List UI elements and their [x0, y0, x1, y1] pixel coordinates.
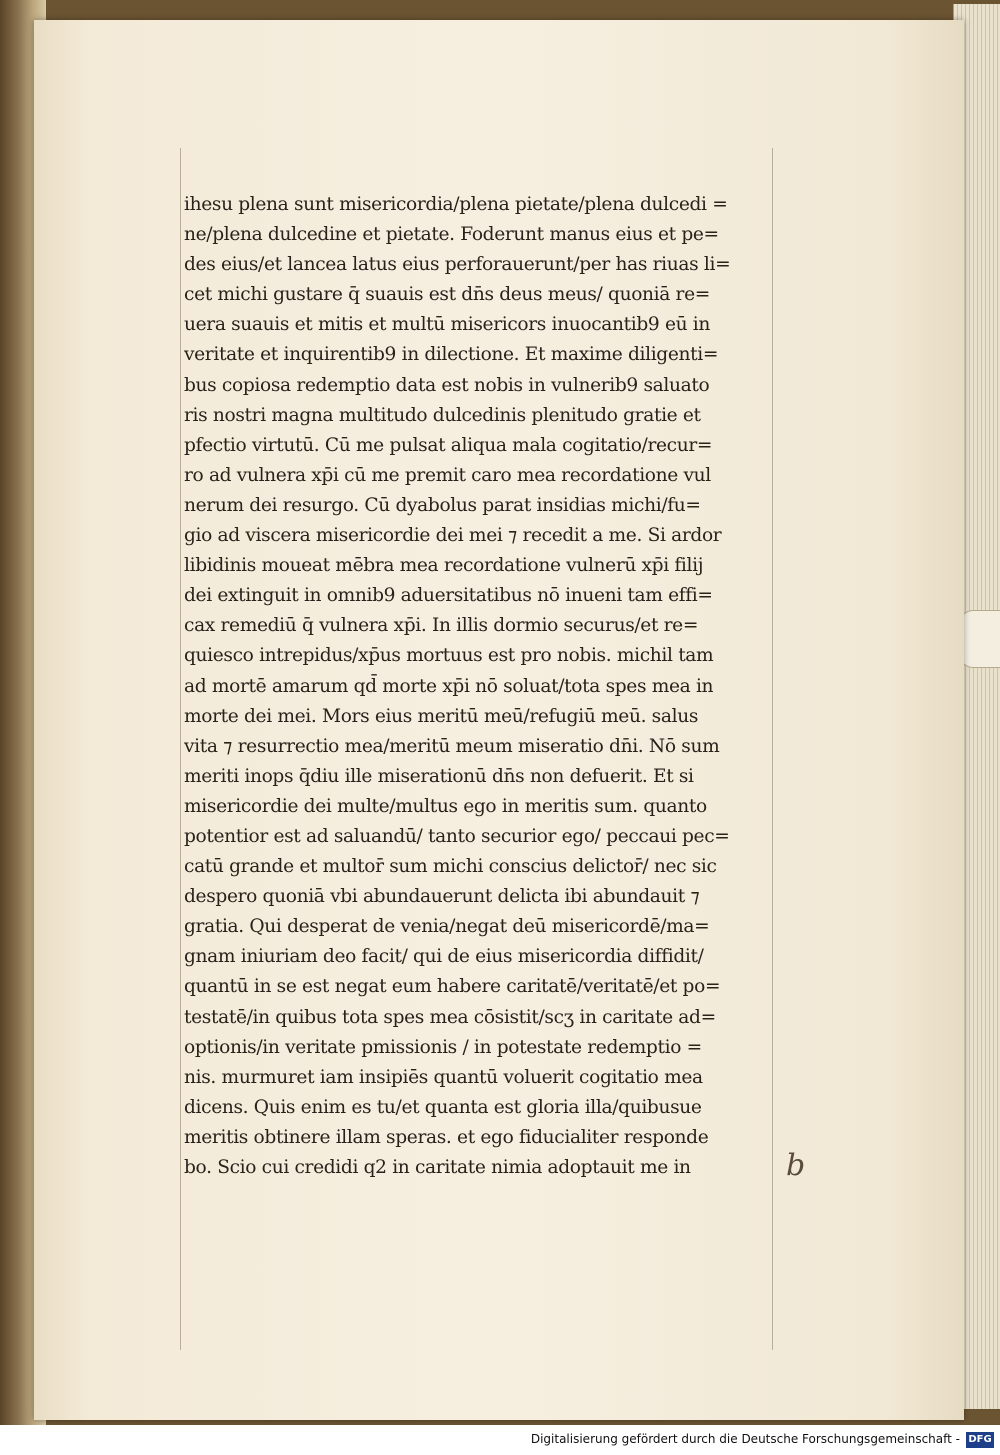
text-line: bo. Scio cui credidi q2 in caritate nimia adoptauit me in: [184, 1157, 691, 1178]
footer-credit: Digitalisierung gefördert durch die Deutsche Forschungsgemeinschaft -: [530, 1432, 960, 1446]
text-line: dei extinguit in omnib9 aduersitatibus nō inueni tam effi=: [184, 585, 713, 607]
text-line: ne/plena dulcedine et pietate. Foderunt manus eius et pe=: [184, 224, 719, 246]
text-line: libidinis moueat mēbra mea recordatione vulnerū xp̄i filij: [184, 555, 704, 577]
text-block: [184, 190, 796, 1183]
text-line: despero quoniā vbi abundauerunt delicta ibi abundauit ⁊: [184, 886, 700, 908]
text-line: quantū in se est negat eum habere caritatē/veritatē/et po=: [184, 976, 721, 998]
text-line: gratia. Qui desperat de venia/negat deū misericordē/ma=: [184, 916, 710, 938]
marginal-note: b: [786, 1148, 806, 1183]
footer-bar: [0, 1425, 1000, 1455]
ruling-line-left: [180, 148, 181, 1350]
text-line: misericordie dei multe/multus ego in meritis sum. quanto: [184, 795, 707, 817]
text-line: vita ⁊ resurrectio mea/meritū meum miseratio dn̄i. Nō sum: [184, 735, 720, 757]
text-line: ihesu plena sunt misericordia/plena pietate/plena dulcedi =: [184, 194, 728, 215]
text-line: nerum dei resurgo. Cū dyabolus parat insidias michi/fu=: [184, 494, 701, 516]
text-line: optionis/in veritate pmissionis / in potestate redemptio =: [184, 1036, 702, 1058]
text-line: cet michi gustare q̄ suauis est dn̄s deus meus/ quoniā re=: [184, 284, 710, 306]
text-line: meritis obtinere illam speras. et ego fiducialiter responde: [184, 1126, 709, 1148]
text-line: ro ad vulnera xp̄i cū me premit caro mea recordatione vul: [184, 464, 711, 486]
text-line: morte dei mei. Mors eius meritū meū/refugiū meū. salus: [184, 705, 699, 727]
text-line: gio ad viscera misericordie dei mei ⁊ recedit a me. Si ardor: [184, 525, 722, 547]
text-line: veritate et inquirentib9 in dilectione. Et maxime diligenti=: [184, 344, 719, 366]
text-line: gnam iniuriam deo facit/ qui de eius misericordia diffidit/: [184, 946, 704, 968]
manuscript-page: [34, 20, 964, 1420]
text-line: ris nostri magna multitudo dulcedinis plenitudo gratie et: [184, 404, 701, 426]
text-line: potentior est ad saluandū/ tanto securior ego/ peccaui pec=: [184, 825, 730, 847]
text-line: catū grande et multor̄ sum michi conscius delictor̄/ nec sic: [184, 856, 717, 878]
text-line: pfectio virtutū. Cū me pulsat aliqua mala cogitatio/recur=: [184, 434, 713, 456]
text-line: ad mortē amarum qd̄ morte xp̄i nō soluat/tota spes mea in: [184, 675, 714, 697]
text-line: testatē/in quibus tota spes mea cōsistit/scʒ in caritate ad=: [184, 1006, 716, 1028]
dfg-logo: DFG: [966, 1432, 994, 1448]
text-line: bus copiosa redemptio data est nobis in vulnerib9 saluato: [184, 374, 710, 396]
text-line: meriti inops q̄diu ille miserationū dn̄s non defuerit. Et si: [184, 765, 694, 787]
text-line: dicens. Quis enim es tu/et quanta est gloria illa/quibusue: [184, 1096, 702, 1118]
text-line: quiesco intrepidus/xp̄us mortuus est pro nobis. michil tam: [184, 645, 714, 667]
text-line: nis. murmuret iam insipiēs quantū voluerit cogitatio mea: [184, 1066, 703, 1088]
text-line: des eius/et lancea latus eius perforauerunt/per has riuas li=: [184, 254, 731, 276]
page-tab: [959, 610, 1000, 668]
text-line: uera suauis et mitis et multū misericors inuocantib9 eū in: [184, 314, 711, 336]
text-line: cax remediū q̄ vulnera xp̄i. In illis dormio securus/et re=: [184, 615, 699, 637]
